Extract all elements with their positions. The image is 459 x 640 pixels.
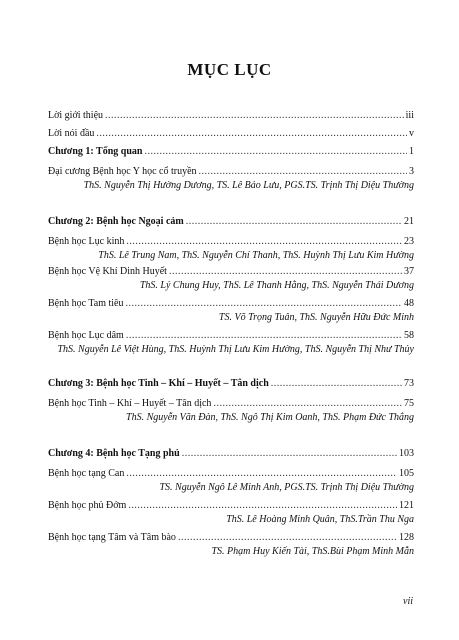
leader-dots (169, 266, 402, 277)
toc-entry-authors: TS. Nguyễn Ngô Lê Minh Anh, PGS.TS. Trịnh Thị Diệu Thường (159, 482, 414, 493)
toc-entry-ch2-s3[interactable] (48, 298, 414, 312)
toc-entry-authors: TS. Phạm Huy Kiến Tài, ThS.Bùi Phạm Minh Mẫn (211, 546, 414, 557)
toc-entry-label: Bệnh học phủ Đởm (48, 500, 127, 511)
toc-entry-authors: ThS. Nguyễn Thị Hường Dương, TS. Lê Bảo Lưu, PGS.TS. Trịnh Thị Diệu Thường (83, 180, 414, 191)
toc-page-number: 58 (404, 330, 414, 341)
toc-entry-label: Bệnh học tạng Can (48, 468, 125, 479)
toc-entry-authors: TS. Võ Trọng Tuân, ThS. Nguyễn Hữu Đức Minh (218, 312, 414, 323)
toc-page-number: 37 (404, 266, 414, 277)
leader-dots (178, 532, 397, 543)
toc-page-number: 73 (404, 378, 414, 389)
toc-entry-label: Đại cương Bệnh học Y học cổ truyền (48, 166, 197, 177)
toc-entry-preface[interactable] (48, 128, 414, 142)
leader-dots (186, 216, 402, 227)
toc-entry-ch2-s1[interactable] (48, 236, 414, 250)
toc-entry-authors: ThS. Lê Trung Nam, ThS. Nguyễn Chí Thanh, ThS. Huỳnh Thị Lưu Kim Hường (98, 250, 414, 261)
toc-chapter-2[interactable] (48, 216, 414, 230)
toc-entry-ch4-s2[interactable] (48, 500, 414, 514)
toc-entry-ch1-s1[interactable] (48, 166, 414, 180)
toc-page-number: 105 (399, 468, 414, 479)
toc-entry-label: Lời nói đầu (48, 128, 95, 139)
leader-dots (128, 500, 397, 511)
toc-entry-label: Bệnh học Lục dâm (48, 330, 124, 341)
toc-entry-authors: ThS. Lý Chung Huy, ThS. Lê Thanh Hằng, ThS. Nguyễn Thái Dương (139, 280, 414, 291)
toc-entry-ch4-s1[interactable] (48, 468, 414, 482)
leader-dots (271, 378, 402, 389)
toc-chapter-label: Chương 2: Bệnh học Ngoại cảm (48, 216, 184, 227)
toc-entry-label: Bệnh học Tinh – Khí – Huyết – Tân dịch (48, 398, 212, 409)
leader-dots (199, 166, 407, 177)
leader-dots (96, 128, 407, 139)
toc-page-number: 75 (404, 398, 414, 409)
toc-entry-ch4-s3[interactable] (48, 532, 414, 546)
toc-page-number: 128 (399, 532, 414, 543)
leader-dots (126, 298, 403, 309)
toc-page-number: 1 (409, 146, 414, 157)
toc-entry-label: Bệnh học Lục kinh (48, 236, 125, 247)
toc-page-number: 103 (399, 448, 414, 459)
toc-entry-label: Bệnh học Vệ Khí Dinh Huyết (48, 266, 167, 277)
toc-chapter-label: Chương 1: Tổng quan (48, 146, 143, 157)
toc-chapter-label: Chương 3: Bệnh học Tinh – Khí – Huyết – Tân dịch (48, 378, 269, 389)
toc-entry-authors: ThS. Nguyễn Lê Việt Hùng, ThS. Huỳnh Thị Lưu Kim Hường, ThS. Nguyễn Thị Như Thủy (57, 344, 414, 355)
toc-entry-ch2-s4[interactable] (48, 330, 414, 344)
toc-entry-ch2-s2[interactable] (48, 266, 414, 280)
toc-entry-label: Bệnh học tạng Tâm và Tâm bào (48, 532, 176, 543)
leader-dots (105, 110, 404, 121)
toc-page-number: 121 (399, 500, 414, 511)
toc-entry-label: Bệnh học Tam tiêu (48, 298, 124, 309)
toc-page-number: iii (405, 110, 414, 121)
toc-page-number: 48 (404, 298, 414, 309)
toc-entry-ch3-s1[interactable] (48, 398, 414, 412)
page-number-footer: vii (403, 596, 413, 607)
toc-chapter-3[interactable] (48, 378, 414, 392)
leader-dots (126, 236, 402, 247)
toc-entry-intro[interactable] (48, 110, 414, 124)
toc-page-number: 23 (404, 236, 414, 247)
toc-page-number: 3 (409, 166, 414, 177)
leader-dots (144, 146, 407, 157)
toc-page-number: 21 (404, 216, 414, 227)
leader-dots (213, 398, 402, 409)
leader-dots (182, 448, 397, 459)
leader-dots (126, 468, 397, 479)
toc-entry-label: Lời giới thiệu (48, 110, 104, 121)
toc-chapter-1[interactable] (48, 146, 414, 160)
toc-chapter-4[interactable] (48, 448, 414, 462)
toc-entry-authors: ThS. Nguyễn Văn Đàn, ThS. Ngô Thị Kim Oanh, ThS. Phạm Đức Thắng (126, 412, 414, 423)
toc-page-number: v (409, 128, 414, 139)
leader-dots (126, 330, 402, 341)
toc-chapter-label: Chương 4: Bệnh học Tạng phủ (48, 448, 180, 459)
page-title: MỤC LỤC (187, 60, 272, 79)
toc-entry-authors: ThS. Lê Hoàng Minh Quân, ThS.Trần Thu Nga (226, 514, 414, 525)
